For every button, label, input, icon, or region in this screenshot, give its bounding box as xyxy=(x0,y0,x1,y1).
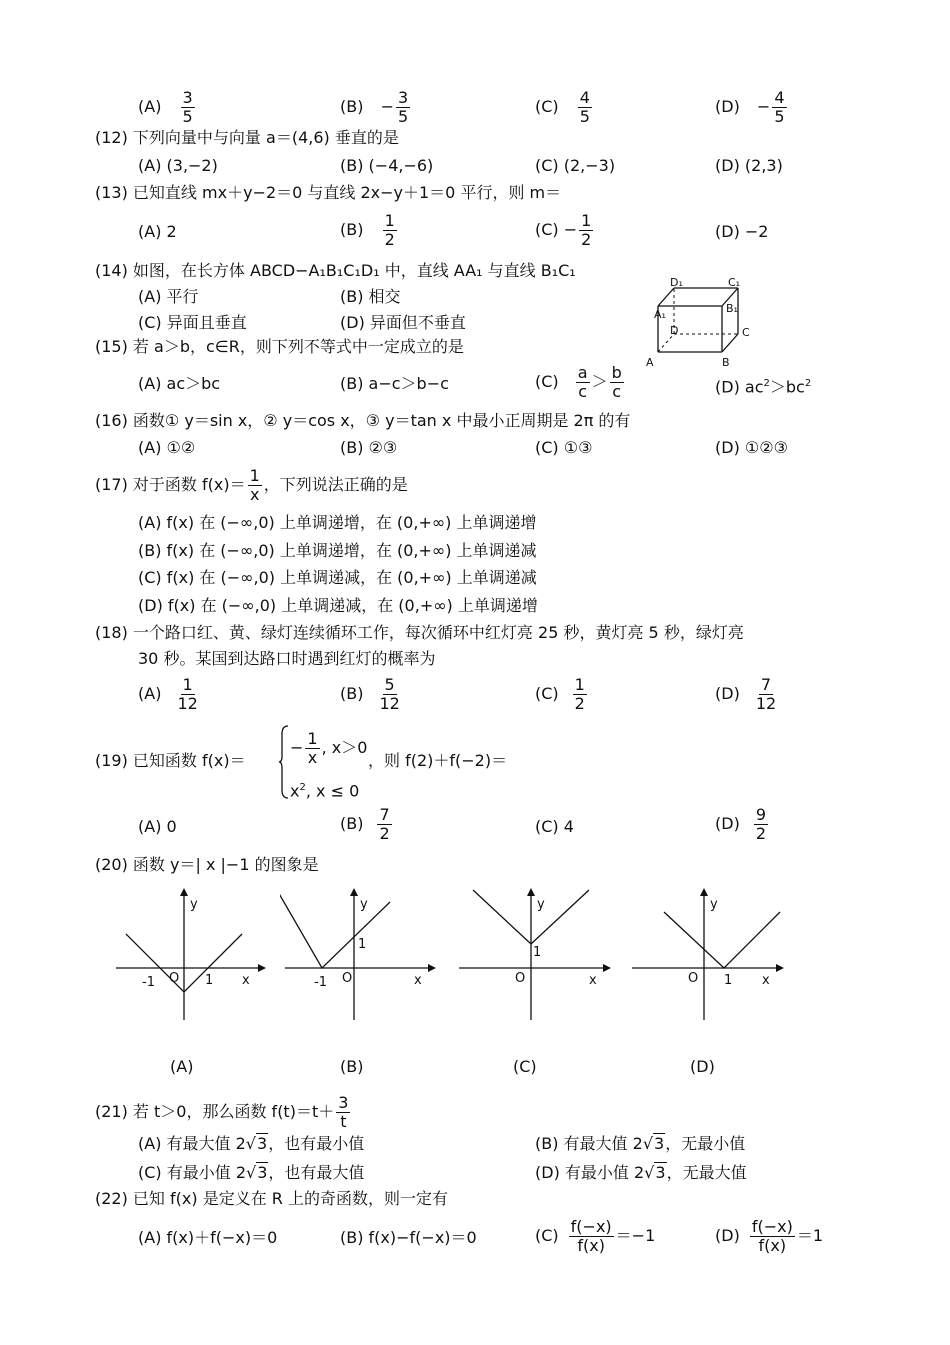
q16-option-a: (A) ①② xyxy=(138,438,196,457)
q14-option-d: (D) 异面但不垂直 xyxy=(340,313,466,332)
q22-option-c: (C) $\frac{f(-x)}{f(x)}$ ＝−1 xyxy=(535,1217,656,1255)
q12-option-c: (C) (2,−3) xyxy=(535,156,616,175)
piecewise-brace xyxy=(278,724,290,800)
q18-option-d: (D) $\frac{7}{12}$ xyxy=(715,675,777,713)
q22-stem: (22) 已知 f(x) 是定义在 R 上的奇函数，则一定有 xyxy=(95,1189,448,1208)
q22-option-a: (A) f(x)＋f(−x)＝0 xyxy=(138,1228,278,1247)
q20-stem: (20) 函数 y＝| x |−1 的图象是 xyxy=(95,855,319,874)
q19-option-b: (B) $\frac{7}{2}$ xyxy=(340,805,390,843)
q17-stem: (17) 对于函数 f(x)＝ $\frac{1}{x}$ ，下列说法正确的是 xyxy=(95,466,408,504)
graph-caption-d: (D) xyxy=(690,1057,715,1076)
q18-stem-line2: 30 秒。某国到达路口时遇到红灯的概率为 xyxy=(138,649,436,668)
label-one: 1 xyxy=(358,937,367,952)
label-y: y xyxy=(710,897,718,912)
q21-option-a: (A) 有最大值 2√3，也有最小值 xyxy=(138,1134,365,1153)
graph-line xyxy=(280,888,390,968)
fraction: $\frac{7}{12}$ xyxy=(755,675,777,713)
vertex-label-c1: C₁ xyxy=(728,276,741,289)
q12-stem: (12) 下列向量中与向量 a＝(4,6) 垂直的是 xyxy=(95,128,399,147)
sqrt-symbol: √ xyxy=(245,1134,256,1153)
vertex-label-d1: D₁ xyxy=(670,276,683,289)
q19-option-a: (A) 0 xyxy=(138,817,177,836)
fraction: $\frac{1}{x}$ xyxy=(307,729,318,767)
q15-stem: (15) 若 a＞b，c∈R，则下列不等式中一定成立的是 xyxy=(95,337,464,356)
q17-option-d: (D) f(x) 在 (−∞,0) 上单调递减，在 (0,+∞) 上单调递增 xyxy=(138,596,538,615)
q19-case-1: − $\frac{1}{x}$ , x＞0 xyxy=(290,729,368,767)
label-y: y xyxy=(537,897,545,912)
fraction: $\frac{4}{5}$ xyxy=(579,88,590,126)
fraction: $\frac{3}{5}$ xyxy=(182,88,193,126)
q21-option-d: (D) 有最小值 2√3，无最大值 xyxy=(535,1163,747,1182)
label-one: 1 xyxy=(205,973,214,988)
q13-option-b: (B) $\frac{1}{2}$ xyxy=(340,211,395,249)
y-arrow xyxy=(180,888,188,896)
fraction: $\frac{a}{c}$ xyxy=(577,363,588,401)
q19-option-d: (D) $\frac{9}{2}$ xyxy=(715,805,766,843)
fraction: $\frac{3}{t}$ xyxy=(338,1093,349,1131)
q19-stem-prefix: (19) 已知函数 f(x)＝ xyxy=(95,751,246,770)
q14-option-b: (B) 相交 xyxy=(340,287,401,306)
q11-option-a: (A) $\frac{3}{5}$ xyxy=(138,88,193,126)
x-arrow xyxy=(258,964,266,972)
q13-option-d: (D) −2 xyxy=(715,222,769,241)
label-x: x xyxy=(242,973,250,988)
label-x: x xyxy=(414,973,422,988)
label-origin: O xyxy=(515,971,526,986)
fraction: $\frac{1}{2}$ xyxy=(581,211,592,249)
label-x: x xyxy=(589,973,597,988)
label-y: y xyxy=(360,897,368,912)
q15-option-d: (D) $ac^2>bc^2$ xyxy=(715,377,812,397)
graph-caption-c: (C) xyxy=(513,1057,537,1076)
cuboid-figure xyxy=(640,272,760,370)
vertex-label-d: D xyxy=(670,324,679,337)
q19-case-2: $x^2$, x ≤ 0 xyxy=(290,781,360,801)
y-arrow xyxy=(527,888,535,896)
label-origin: O xyxy=(688,971,699,986)
graph-caption-a: (A) xyxy=(170,1057,194,1076)
q14-option-c: (C) 异面且垂直 xyxy=(138,313,247,332)
label-origin: O xyxy=(342,971,353,986)
q13-option-a: (A) 2 xyxy=(138,222,177,241)
q17-option-c: (C) f(x) 在 (−∞,0) 上单调递减，在 (0,+∞) 上单调递减 xyxy=(138,568,537,587)
q13-stem: (13) 已知直线 mx＋y−2＝0 与直线 2x−y＋1＝0 平行，则 m＝ xyxy=(95,183,562,202)
q15-option-a: (A) ac＞bc xyxy=(138,374,221,393)
q16-option-b: (B) ②③ xyxy=(340,438,398,457)
fraction: $\frac{4}{5}$ xyxy=(774,88,785,126)
fraction: $\frac{1}{2}$ xyxy=(574,675,585,713)
graph-a xyxy=(108,888,268,1028)
label-one: 1 xyxy=(724,973,733,988)
q16-option-c: (C) ①③ xyxy=(535,438,593,457)
q16-stem: (16) 函数① y＝sin x，② y＝cos x，③ y＝tan x 中最小正周期是 2π 的有 xyxy=(95,411,631,430)
vertex-label-b1: B₁ xyxy=(726,302,738,315)
q18-option-c: (C) $\frac{1}{2}$ xyxy=(535,675,585,713)
fraction: $\frac{1}{12}$ xyxy=(177,675,198,713)
fraction: $\frac{f(-x)}{f(x)}$ xyxy=(751,1217,793,1255)
graph-line xyxy=(664,912,780,968)
label-minus-one: -1 xyxy=(314,975,327,990)
label-one: 1 xyxy=(533,945,542,960)
fraction: $\frac{f(-x)}{f(x)}$ xyxy=(570,1217,612,1255)
q21-option-b: (B) 有最大值 2√3，无最小值 xyxy=(535,1134,746,1153)
x-arrow xyxy=(428,964,436,972)
vertex-label-a1: A₁ xyxy=(654,308,666,321)
label-x: x xyxy=(762,973,770,988)
q11-option-b: (B) − $\frac{3}{5}$ xyxy=(340,88,409,126)
vertex-label-b: B xyxy=(722,356,730,369)
fraction: $\frac{9}{2}$ xyxy=(755,805,766,843)
graph-b xyxy=(280,888,440,1028)
q14-stem: (14) 如图，在长方体 ABCD−A₁B₁C₁D₁ 中，直线 AA₁ 与直线 B₁C₁ xyxy=(95,261,576,280)
graph-c xyxy=(455,888,615,1028)
q14-option-a: (A) 平行 xyxy=(138,287,199,306)
q21-option-c: (C) 有最小值 2√3，也有最大值 xyxy=(138,1163,365,1182)
label-minus-one: -1 xyxy=(142,975,155,990)
fraction: $\frac{1}{2}$ xyxy=(384,211,395,249)
label-y: y xyxy=(190,897,198,912)
fraction: $\frac{7}{2}$ xyxy=(379,805,390,843)
q13-option-c: (C) − $\frac{1}{2}$ xyxy=(535,211,592,249)
fraction: $\frac{b}{c}$ xyxy=(611,363,622,401)
vertex-label-a: A xyxy=(646,356,654,369)
q19-option-c: (C) 4 xyxy=(535,817,574,836)
q19-stem-suffix: ，则 f(2)＋f(−2)＝ xyxy=(368,751,508,770)
q22-option-d: (D) $\frac{f(-x)}{f(x)}$ ＝1 xyxy=(715,1217,823,1255)
q15-option-c: (C) $\frac{a}{c}$ ＞ $\frac{b}{c}$ xyxy=(535,363,622,401)
q17-option-b: (B) f(x) 在 (−∞,0) 上单调递增，在 (0,+∞) 上单调递减 xyxy=(138,541,537,560)
y-arrow xyxy=(350,888,358,896)
q12-option-a: (A) (3,−2) xyxy=(138,156,218,175)
label-origin: O xyxy=(169,971,180,986)
x-arrow xyxy=(603,964,611,972)
q12-option-d: (D) (2,3) xyxy=(715,156,783,175)
sqrt-symbol: √ xyxy=(246,1163,257,1182)
graph-caption-b: (B) xyxy=(340,1057,364,1076)
fraction: $\frac{5}{12}$ xyxy=(379,675,400,713)
q21-stem: (21) 若 t＞0，那么函数 f(t)＝t＋ $\frac{3}{t}$ xyxy=(95,1093,349,1131)
q12-option-b: (B) (−4,−6) xyxy=(340,156,434,175)
sqrt-symbol: √ xyxy=(642,1134,654,1153)
sqrt-symbol: √ xyxy=(644,1163,655,1182)
fraction: $\frac{1}{x}$ xyxy=(249,466,260,504)
q18-option-a: (A) $\frac{1}{12}$ xyxy=(138,675,198,713)
brace-path xyxy=(279,726,288,798)
vertex-label-c: C xyxy=(742,326,750,339)
q17-option-a: (A) f(x) 在 (−∞,0) 上单调递增，在 (0,+∞) 上单调递增 xyxy=(138,513,537,532)
graph-d xyxy=(628,888,788,1028)
edge xyxy=(658,288,674,306)
edge xyxy=(722,334,738,352)
x-arrow xyxy=(776,964,784,972)
fraction: $\frac{3}{5}$ xyxy=(397,88,409,126)
q18-stem-line1: (18) 一个路口红、黄、绿灯连续循环工作，每次循环中红灯亮 25 秒，黄灯亮 5 秒，绿灯亮 xyxy=(95,623,744,642)
q15-option-b: (B) a−c＞b−c xyxy=(340,374,449,393)
q11-option-d: (D) − $\frac{4}{5}$ xyxy=(715,88,785,126)
y-arrow xyxy=(700,888,708,896)
q22-option-b: (B) f(x)−f(−x)＝0 xyxy=(340,1228,477,1247)
q16-option-d: (D) ①②③ xyxy=(715,438,788,457)
q18-option-b: (B) $\frac{5}{12}$ xyxy=(340,675,400,713)
q11-option-c: (C) $\frac{4}{5}$ xyxy=(535,88,590,126)
